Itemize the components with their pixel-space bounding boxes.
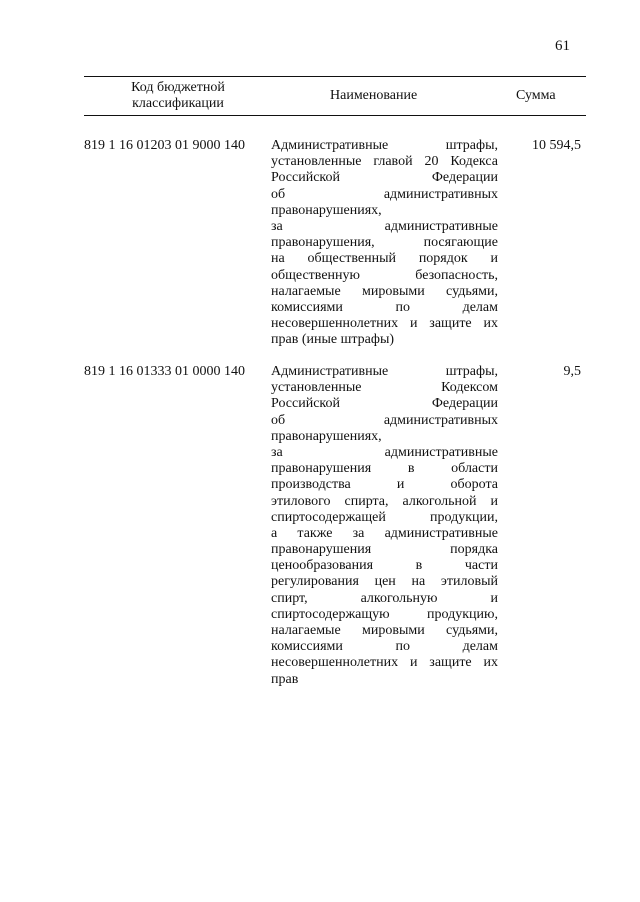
description-line xyxy=(271,591,498,607)
description-line xyxy=(271,477,498,493)
description-line: правонарушениях, xyxy=(271,428,382,444)
description-word: главой xyxy=(373,154,413,170)
description-word: спирт, xyxy=(271,590,308,606)
description-word: продукции, xyxy=(430,509,498,525)
description-line xyxy=(271,510,498,526)
description-word: в xyxy=(415,558,423,574)
description-word: установленные xyxy=(271,154,362,170)
header-name: Наименование xyxy=(330,88,418,103)
description-line xyxy=(271,300,498,316)
description-word: и xyxy=(490,493,498,509)
description-word: 20 xyxy=(424,154,439,170)
description-word: защите xyxy=(429,655,472,671)
description-word: административные xyxy=(384,218,498,234)
description-line xyxy=(271,235,498,251)
row-amount: 10 594,5 xyxy=(532,138,581,153)
header-code: Код бюджетной классификации xyxy=(131,80,225,111)
description-word: порядок xyxy=(418,251,468,267)
description-word: спирта, xyxy=(344,493,389,509)
description-line xyxy=(271,284,498,300)
description-line xyxy=(271,461,498,477)
description-word: защите xyxy=(429,316,472,332)
description-word: административные xyxy=(384,525,498,541)
description-line xyxy=(271,154,498,170)
description-word: и xyxy=(490,251,498,267)
description-word: на xyxy=(411,574,426,590)
description-word: и xyxy=(409,316,418,332)
description-word: штрафы, xyxy=(445,364,498,379)
description-line xyxy=(271,170,498,186)
description-line xyxy=(271,574,498,590)
description-word: Кодекса xyxy=(450,154,498,170)
description-word: общественную xyxy=(271,267,360,283)
description-word: Федерации xyxy=(431,170,498,186)
description-word: регулирования xyxy=(271,574,359,590)
description-word: в xyxy=(407,461,415,477)
description-word: по xyxy=(395,639,410,655)
description-word: части xyxy=(464,558,498,574)
description-word: Федерации xyxy=(431,396,498,412)
description-line xyxy=(271,380,498,396)
row-amount: 9,5 xyxy=(563,364,581,379)
description-word: за xyxy=(352,525,365,541)
description-line: прав (иные штрафы) xyxy=(271,332,395,348)
description-line xyxy=(271,607,498,623)
description-word: а xyxy=(271,525,278,541)
description-word: цен xyxy=(374,574,396,590)
row-code: 819 1 16 01333 01 0000 140 xyxy=(84,364,245,379)
description-word: их xyxy=(483,316,498,332)
description-word: Кодексом xyxy=(441,380,498,396)
description-word: административных xyxy=(383,186,498,202)
description-word: штрафы, xyxy=(445,138,498,153)
description-word: и xyxy=(490,590,498,606)
description-line: прав xyxy=(271,671,299,687)
description-line: правонарушениях, xyxy=(271,202,382,218)
description-word: их xyxy=(483,655,498,671)
description-word: об xyxy=(271,412,286,428)
description-word: судьями, xyxy=(446,623,498,638)
description-line xyxy=(271,187,498,203)
description-word: и xyxy=(396,477,405,493)
description-line xyxy=(271,219,498,235)
description-word: мировыми xyxy=(362,283,425,299)
description-word: по xyxy=(395,299,410,315)
description-word: и xyxy=(409,655,418,671)
description-word: налагаемые xyxy=(271,623,341,638)
description-word: комиссиями xyxy=(271,299,343,315)
description-line xyxy=(271,413,498,429)
description-word: несовершеннолетних xyxy=(271,316,399,332)
description-line xyxy=(271,316,498,332)
row-code: 819 1 16 01203 01 9000 140 xyxy=(84,138,245,153)
description-word: делам xyxy=(462,299,498,315)
description-word: комиссиями xyxy=(271,639,343,655)
description-word: этиловый xyxy=(440,574,498,590)
description-word: судьями, xyxy=(446,283,498,299)
description-word: правонарушения xyxy=(271,461,372,477)
description-line xyxy=(271,445,498,461)
description-word: посягающие xyxy=(423,235,498,251)
description-word: правонарушения, xyxy=(271,235,375,251)
description-line xyxy=(271,268,498,284)
description-word: ценообразования xyxy=(271,558,374,574)
description-word: административных xyxy=(383,412,498,428)
description-line xyxy=(271,639,498,655)
description-word: административные xyxy=(384,444,498,460)
description-line xyxy=(271,655,498,671)
description-line xyxy=(271,364,498,380)
description-word: производства xyxy=(271,477,351,493)
description-word: порядка xyxy=(450,542,498,558)
header-sum: Сумма xyxy=(516,88,556,103)
description-line xyxy=(271,558,498,574)
description-word: правонарушения xyxy=(271,542,372,558)
description-word: мировыми xyxy=(362,623,425,638)
description-word: общественный xyxy=(307,251,396,267)
description-word: Административные xyxy=(271,364,389,379)
description-word: алкогольной xyxy=(402,493,477,509)
description-word: продукцию, xyxy=(427,606,498,622)
description-word: Российской xyxy=(271,170,340,186)
description-line xyxy=(271,251,498,267)
description-word: делам xyxy=(462,639,498,655)
description-word: безопасность, xyxy=(415,267,498,283)
description-word: Российской xyxy=(271,396,340,412)
description-word: об xyxy=(271,186,286,202)
description-word: области xyxy=(451,461,498,477)
description-word: алкогольную xyxy=(360,590,438,606)
page-number: 61 xyxy=(555,38,570,54)
description-line xyxy=(271,542,498,558)
description-word: этилового xyxy=(271,493,331,509)
row-description xyxy=(271,364,498,688)
description-line xyxy=(271,396,498,412)
description-word: Административные xyxy=(271,138,389,153)
table-header xyxy=(84,76,586,116)
description-word: налагаемые xyxy=(271,283,341,299)
description-word: на xyxy=(271,251,285,267)
description-word: спиртосодержащую xyxy=(271,606,390,622)
description-line xyxy=(271,494,498,510)
description-line xyxy=(271,623,498,639)
description-word: за xyxy=(271,444,283,460)
description-word: также xyxy=(297,525,333,541)
description-word: установленные xyxy=(271,380,362,396)
row-description xyxy=(271,138,498,348)
description-word: спиртосодержащей xyxy=(271,509,386,525)
description-word: за xyxy=(271,218,283,234)
description-word: несовершеннолетних xyxy=(271,655,399,671)
description-line xyxy=(271,138,498,154)
description-word: оборота xyxy=(450,477,498,493)
description-line xyxy=(271,526,498,542)
